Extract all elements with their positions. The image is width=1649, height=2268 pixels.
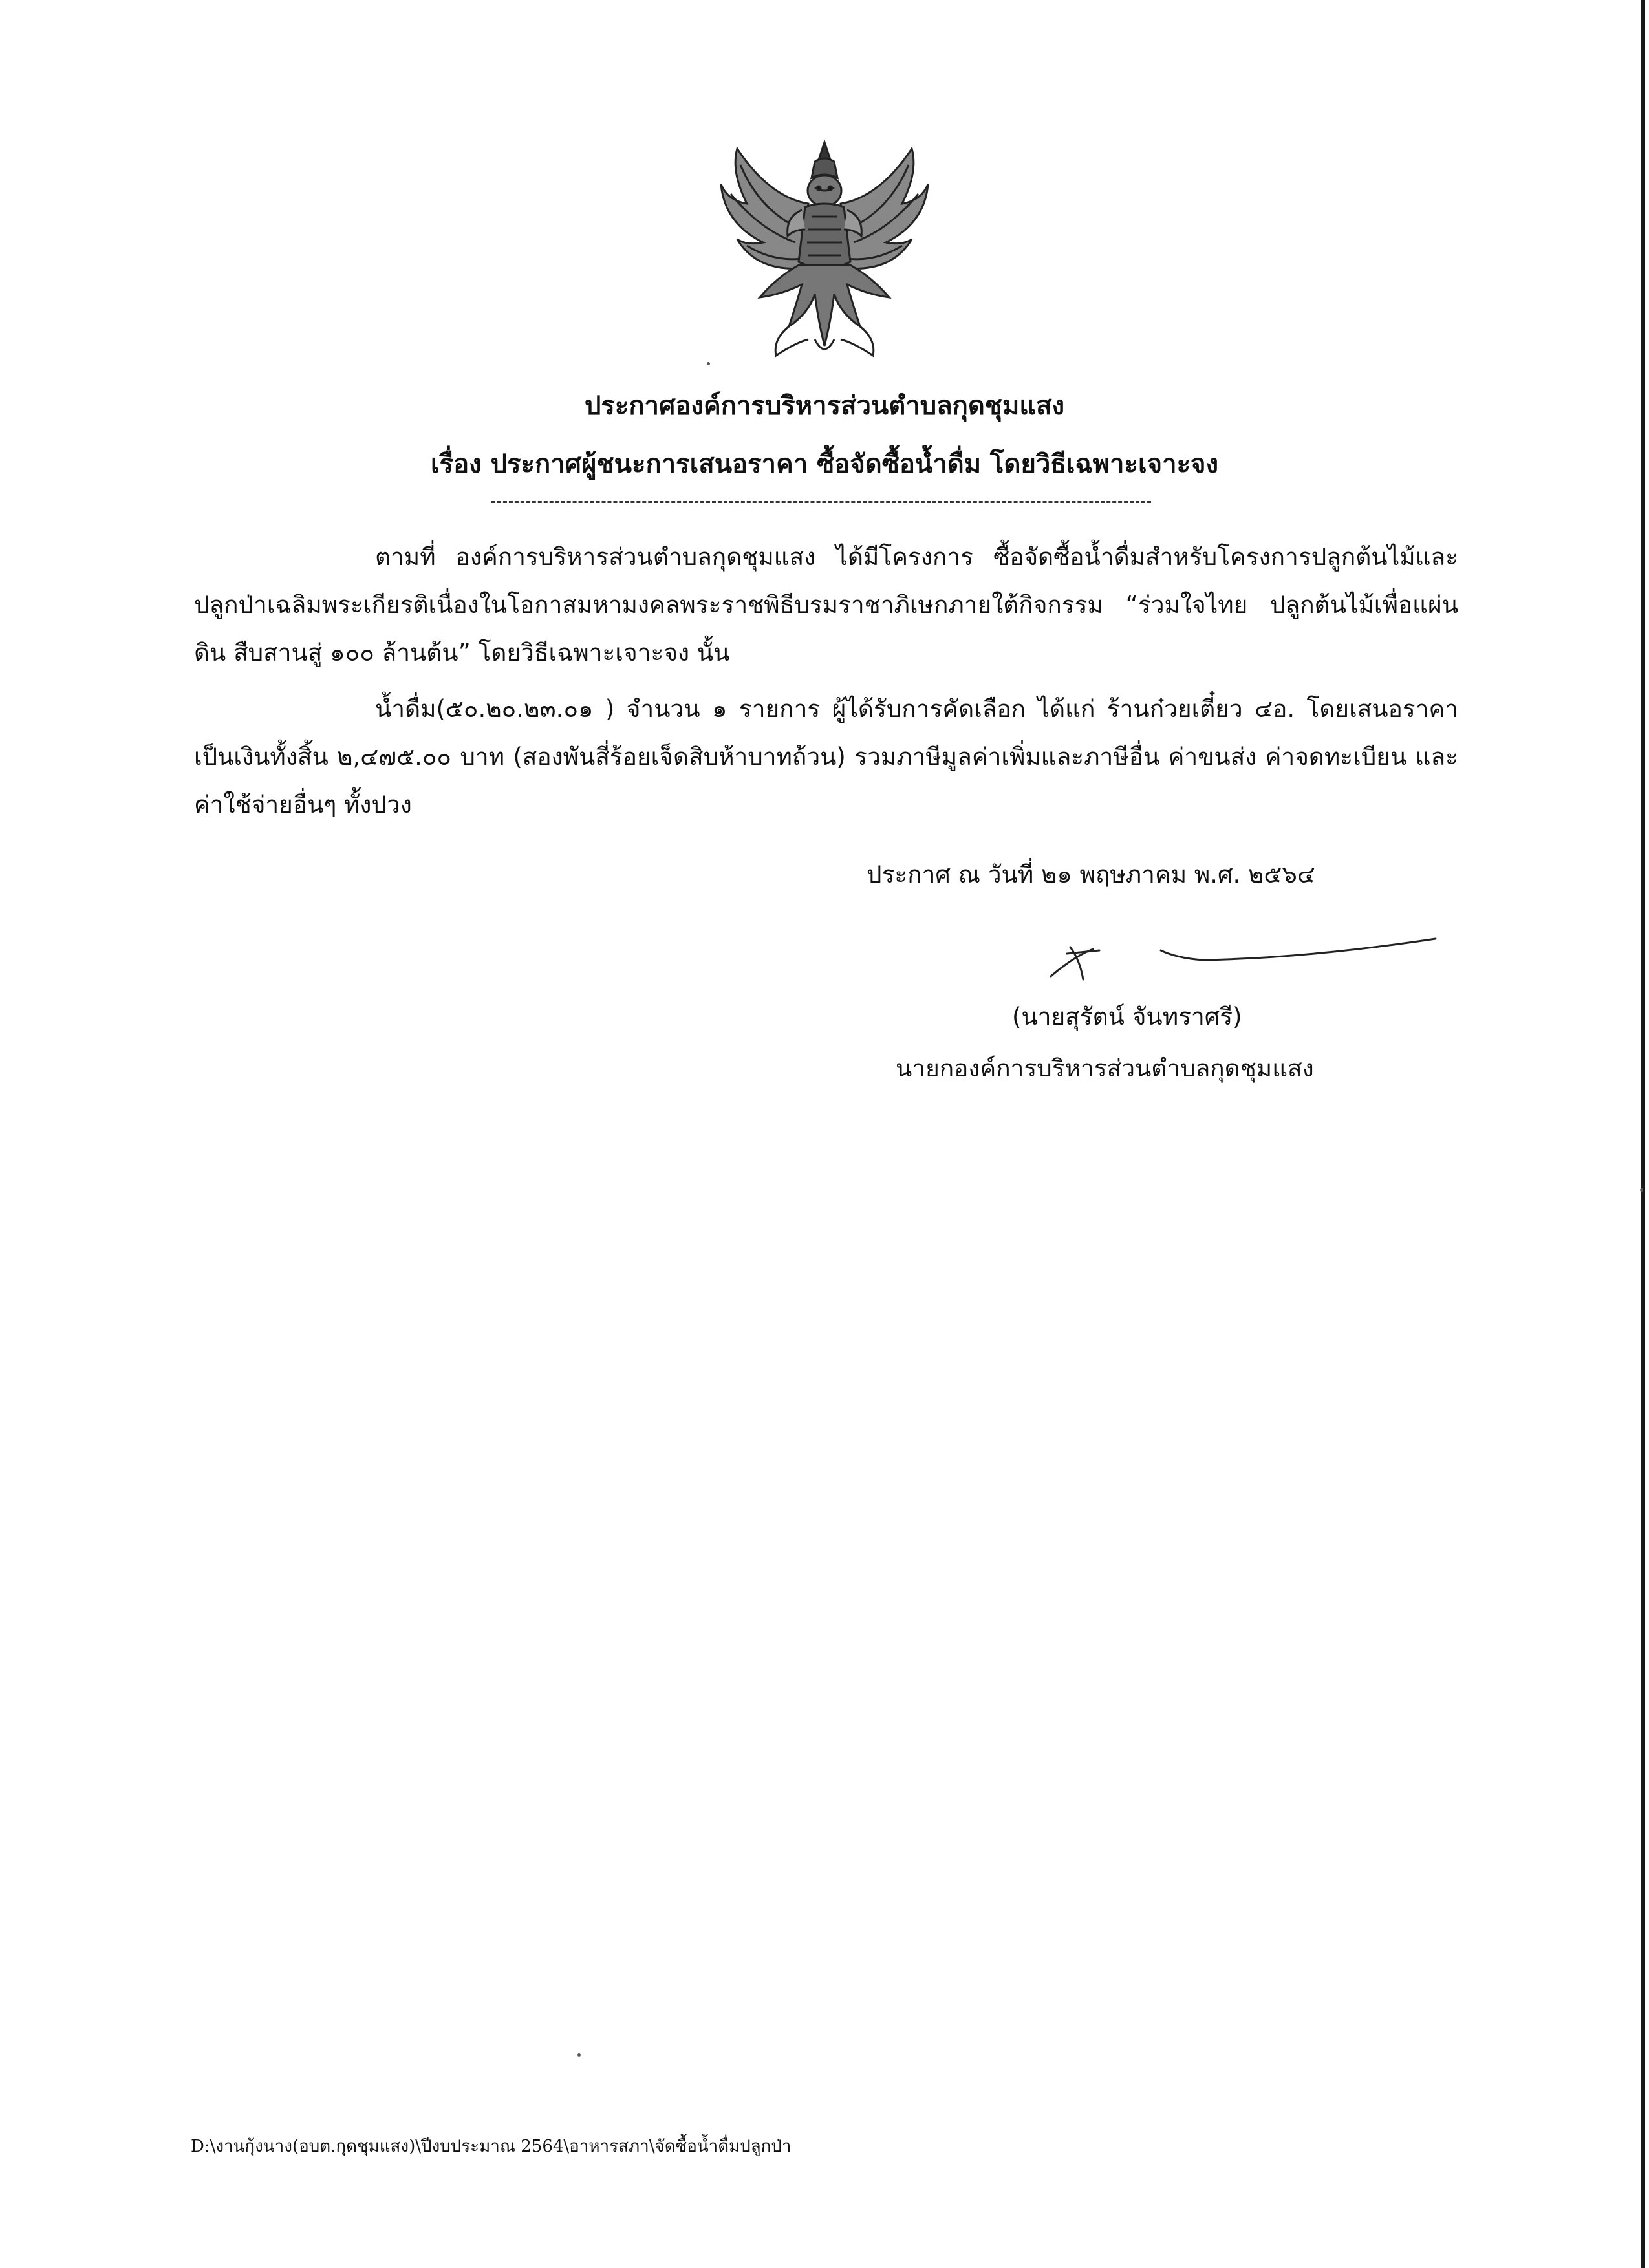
signatory-name: (นายสุรัตน์ จันทราศรี) bbox=[1012, 1003, 1242, 1031]
scan-edge bbox=[1641, 0, 1645, 2268]
garuda-emblem-icon bbox=[711, 133, 938, 365]
handwritten-signature bbox=[1048, 931, 1449, 989]
announcement-date: ประกาศ ณ วันที่ ๒๑ พฤษภาคม พ.ศ. ๒๕๖๔ bbox=[867, 861, 1315, 888]
scan-speck bbox=[577, 2053, 581, 2057]
scan-speck bbox=[707, 362, 710, 365]
announcement-subject: เรื่อง ประกาศผู้ชนะการเสนอราคา ซื้อจัดซื้อน้ำดื่ม โดยวิธีเฉพาะเจาะจง bbox=[430, 449, 1219, 479]
body-paragraph-winner: น้ำดื่ม(๕๐.๒๐.๒๓.๐๑ ) จำนวน ๑ รายการ ผู้ได้รับการคัดเลือก ได้แก่ ร้านก๋วยเตี๋ยว ๔อ. โดยเสนอราคา เป็นเงินทั้งสิ้น ๒,๔๗๕.๐๐ บาท (สองพันสี่ร้อยเจ็ดสิบห้าบาทถ้วน) รวมภาษีมูลค่าเพิ่มและภาษีอื่น ค่าขนส่ง ค่าจดทะเบียน และค่าใช้จ่ายอื่นๆ ทั้งปวง bbox=[194, 695, 1458, 818]
scan-speck bbox=[1640, 1188, 1643, 1192]
signatory-position: นายกองค์การบริหารส่วนตำบลกุดชุมแสง bbox=[896, 1054, 1314, 1082]
dashed-separator bbox=[491, 501, 1151, 503]
body-paragraph-project: ตามที่ องค์การบริหารส่วนตำบลกุดชุมแสง ได้มีโครงการ ซื้อจัดซื้อน้ำดื่มสำหรับโครงการปลูกต้นไม้และปลูกป่าเฉลิมพระเกียรติเนื่องในโอกาสมหามงคลพระราชพิธีบรมราชาภิเษกภายใต้กิจกรรม “ร่วมใจไทย ปลูกต้นไม้เพื่อแผ่นดิน สืบสานสู่ ๑๐๐ ล้านต้น” โดยวิธีเฉพาะเจาะจง นั้น bbox=[194, 543, 1458, 667]
footer-file-path: D:\งานกุ้งนาง(อบต.กุดชุมแสง)\ปีงบประมาณ 2564\อาหารสภา\จัดซื้อน้ำดื่มปลูกป่า bbox=[191, 2137, 792, 2156]
announcement-title: ประกาศองค์การบริหารส่วนตำบลกุดชุมแสง bbox=[584, 391, 1065, 421]
